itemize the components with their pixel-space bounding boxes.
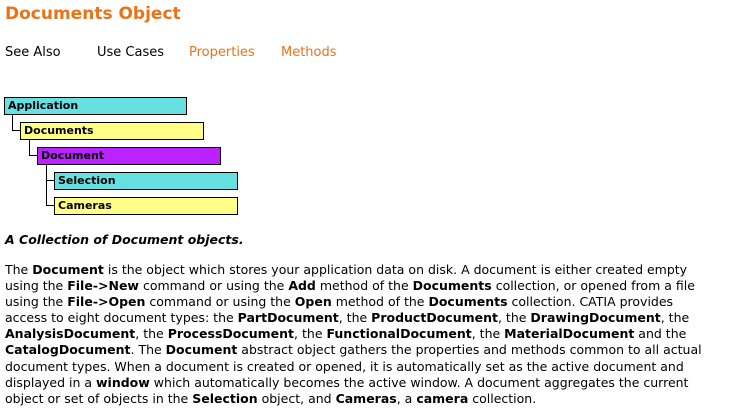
bold-term: Open <box>294 294 332 310</box>
see-also-link[interactable]: See Also <box>5 45 61 60</box>
node-selection[interactable] <box>54 172 238 190</box>
node-documents[interactable] <box>20 122 204 140</box>
connector <box>12 114 13 131</box>
text-run: . The <box>130 342 166 358</box>
text-run: , the <box>497 310 531 326</box>
paragraph-line <box>5 342 747 358</box>
text-run: , the <box>660 310 690 326</box>
properties-link[interactable]: Properties <box>189 45 255 60</box>
text-run: collection. <box>468 390 537 406</box>
connector <box>46 180 54 181</box>
bold-term: File->Open <box>67 294 146 310</box>
node-cameras[interactable] <box>54 197 238 215</box>
text-run: displayed in a <box>5 374 96 390</box>
text-run: collection, or opened from a file <box>491 278 695 294</box>
text-run: and the <box>634 326 687 342</box>
bold-term: Add <box>288 278 316 294</box>
text-run: command or using the <box>145 294 295 310</box>
text-run: object, and <box>257 390 336 406</box>
paragraph-line <box>5 359 747 375</box>
text-run: The <box>5 262 33 277</box>
paragraph-line <box>5 278 747 294</box>
bold-term: CatalogDocument <box>5 342 131 358</box>
bold-term: File->New <box>67 278 139 294</box>
text-run: , the <box>294 326 327 342</box>
connector <box>46 205 54 206</box>
connector <box>29 139 30 156</box>
text-run: collection. CATIA provides <box>507 294 674 310</box>
bold-term: Document <box>165 342 238 358</box>
bold-term: Selection <box>192 390 258 406</box>
bold-term: AnalysisDocument <box>5 326 136 342</box>
bold-term: FunctionalDocument <box>326 326 472 342</box>
text-run: using the <box>5 294 68 310</box>
bold-term: camera <box>416 390 469 406</box>
paragraph-line <box>5 294 747 310</box>
bold-term: Document <box>32 262 104 277</box>
node-label: Cameras <box>58 199 112 212</box>
bold-term: MaterialDocument <box>504 326 635 342</box>
node-label: Application <box>8 99 79 112</box>
bold-term: PartDocument <box>237 310 339 326</box>
node-application[interactable] <box>4 97 187 115</box>
bold-term: Documents <box>428 294 508 310</box>
text-run: which automatically becomes the active window. A document aggregates the current <box>149 374 689 390</box>
text-run: command or using the <box>138 278 289 294</box>
text-run: , the <box>135 326 168 342</box>
bold-term: Documents <box>412 278 492 294</box>
page-title: Documents Object <box>5 4 181 24</box>
bold-term: ProductDocument <box>371 310 498 326</box>
connector <box>12 130 20 131</box>
text-run: is the object which stores your application data on disk. A document is either created empty <box>103 262 688 277</box>
text-run: , the <box>471 326 505 342</box>
paragraph-line <box>5 262 747 278</box>
text-run: document types. When a document is created or opened, it is automatically set as the active document and <box>5 358 684 374</box>
text-run: method of the <box>315 278 413 294</box>
text-run: access to eight document types: the <box>5 310 238 326</box>
node-label: Document <box>41 149 105 162</box>
paragraph-line <box>5 326 747 342</box>
text-run: using the <box>5 278 68 294</box>
bold-term: DrawingDocument <box>530 310 661 326</box>
use-cases-link[interactable]: Use Cases <box>97 45 165 60</box>
text-run: method of the <box>331 294 429 310</box>
paragraph-line <box>5 310 747 326</box>
text-run: object or set of objects in the <box>5 390 193 406</box>
node-label: Documents <box>24 124 94 137</box>
paragraph-line <box>5 391 747 407</box>
text-run: , the <box>338 310 372 326</box>
methods-link[interactable]: Methods <box>281 45 337 60</box>
node-document[interactable] <box>37 147 221 165</box>
bold-term: window <box>96 374 150 390</box>
bold-term: Cameras <box>335 390 397 406</box>
connector <box>46 164 47 206</box>
paragraph-line <box>5 375 747 391</box>
node-label: Selection <box>58 174 116 187</box>
connector <box>29 155 37 156</box>
description-paragraph <box>5 262 747 407</box>
collection-subtitle: A Collection of Document objects. <box>5 232 244 247</box>
text-run: abstract object gathers the properties and methods common to all actual <box>237 342 702 358</box>
bold-term: ProcessDocument <box>167 326 295 342</box>
text-run: , a <box>396 390 417 406</box>
